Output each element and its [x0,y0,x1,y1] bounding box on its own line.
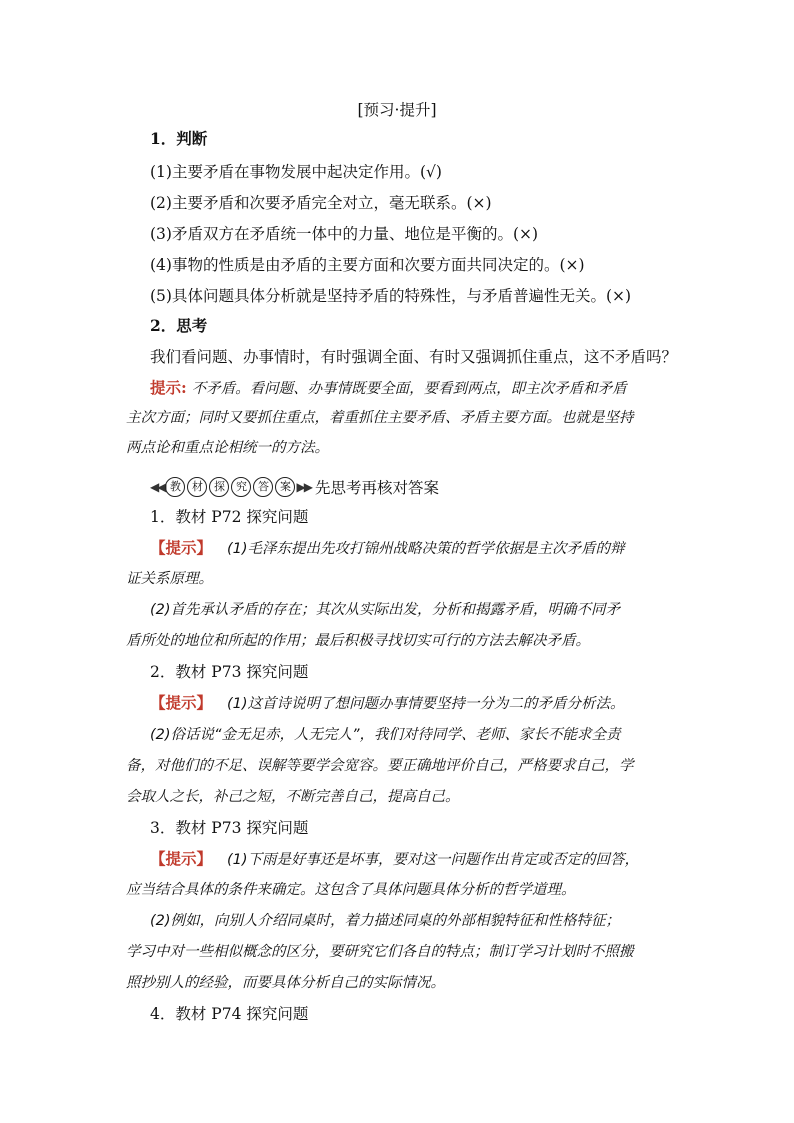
item3-p1b: 应当结合具体的条件来确定。这包含了具体问题具体分析的哲学道理。 [126,882,576,898]
textbook-answer-banner [150,476,439,498]
hint-label: 提示: [150,378,187,397]
section-header: [预习·提升] [357,101,437,119]
item1-hint-tag: 【提示】 [150,538,213,557]
section2-title: 2．思考 [150,316,208,335]
think-hint-line-2: 主次方面；同时又要抓住重点，着重抓住主要矛盾、矛盾主要方面。也就是坚持 [126,410,634,426]
item2-hint-line [150,693,625,714]
think-hint-line-1 [150,378,627,399]
item2-title: 2．教材 P73 探究问题 [150,663,309,681]
item2-p1: (1)这首诗说明了想问题办事情要坚持一分为二的矛盾分析法。 [226,696,625,712]
item3-p2c: 照抄别人的经验，而要具体分析自己的实际情况。 [126,975,445,991]
item1-p2b: 盾所处的地位和所起的作用；最后积极寻找切实可行的方法去解决矛盾。 [126,633,590,649]
judgement-item-4: (4)事物的性质是由矛盾的主要方面和次要方面共同决定的。(×) [150,256,585,274]
item3-p1: (1)下雨是好事还是坏事，要对这一问题作出肯定或否定的回答， [226,852,639,868]
think-hint-line-3: 两点论和重点论相统一的方法。 [126,440,329,456]
judgement-item-1: (1)主要矛盾在事物发展中起决定作用。(√) [150,163,442,181]
banner-char-1: 教 [165,477,185,497]
hint-text: 不矛盾。看问题、办事情既要全面，要看到两点，即主次矛盾和矛盾 [191,381,627,397]
banner-char-3: 探 [209,477,229,497]
item2-p2c: 会取人之长，补己之短，不断完善自己，提高自己。 [126,789,460,805]
judgement-item-3: (3)矛盾双方在矛盾统一体中的力量、地位是平衡的。(×) [150,225,539,243]
item1-p1b: 证关系原理。 [126,571,213,587]
double-chevron-right-icon: ▶▶ [296,480,311,494]
think-question: 我们看问题、办事情时，有时强调全面、有时又强调抓住重点，这不矛盾吗？ [150,348,678,366]
judgement-item-2: (2)主要矛盾和次要矛盾完全对立，毫无联系。(×) [150,194,492,212]
item2-hint-tag: 【提示】 [150,693,213,712]
item3-p2: (2)例如，向别人介绍同桌时，着力描述同桌的外部相貌特征和性格特征； [150,913,621,929]
item1-p1: (1)毛泽东提出先攻打锦州战略决策的哲学依据是主次矛盾的辩 [226,541,625,557]
judgement-item-5: (5)具体问题具体分析就是坚持矛盾的特殊性，与矛盾普遍性无关。(×) [150,287,632,305]
item1-title: 1．教材 P72 探究问题 [150,508,309,526]
banner-char-5: 答 [253,477,273,497]
double-chevron-left-icon: ◀◀ [150,480,165,494]
banner-char-2: 材 [187,477,207,497]
item1-hint-line [150,538,625,559]
banner-char-4: 究 [231,477,251,497]
item1-p2: (2)首先承认矛盾的存在；其次从实际出发，分析和揭露矛盾，明确不同矛 [150,602,621,618]
banner-char-6: 案 [275,477,295,497]
item3-hint-tag: 【提示】 [150,849,213,868]
item2-p2b: 备，对他们的不足、误解等要学会宽容。要正确地评价自己，严格要求自己，学 [126,758,634,774]
item3-title: 3．教材 P73 探究问题 [150,819,309,837]
section1-title: 1．判断 [150,129,208,148]
banner-text: 先思考再核对答案 [314,479,439,497]
item3-p2b: 学习中对一些相似概念的区分，要研究它们各自的特点；制订学习计划时不照搬 [126,944,634,960]
item3-hint-line [150,849,639,870]
item4-title: 4．教材 P74 探究问题 [150,1005,309,1023]
item2-p2: (2)俗话说“金无足赤，人无完人”，我们对待同学、老师、家长不能求全责 [150,727,621,743]
